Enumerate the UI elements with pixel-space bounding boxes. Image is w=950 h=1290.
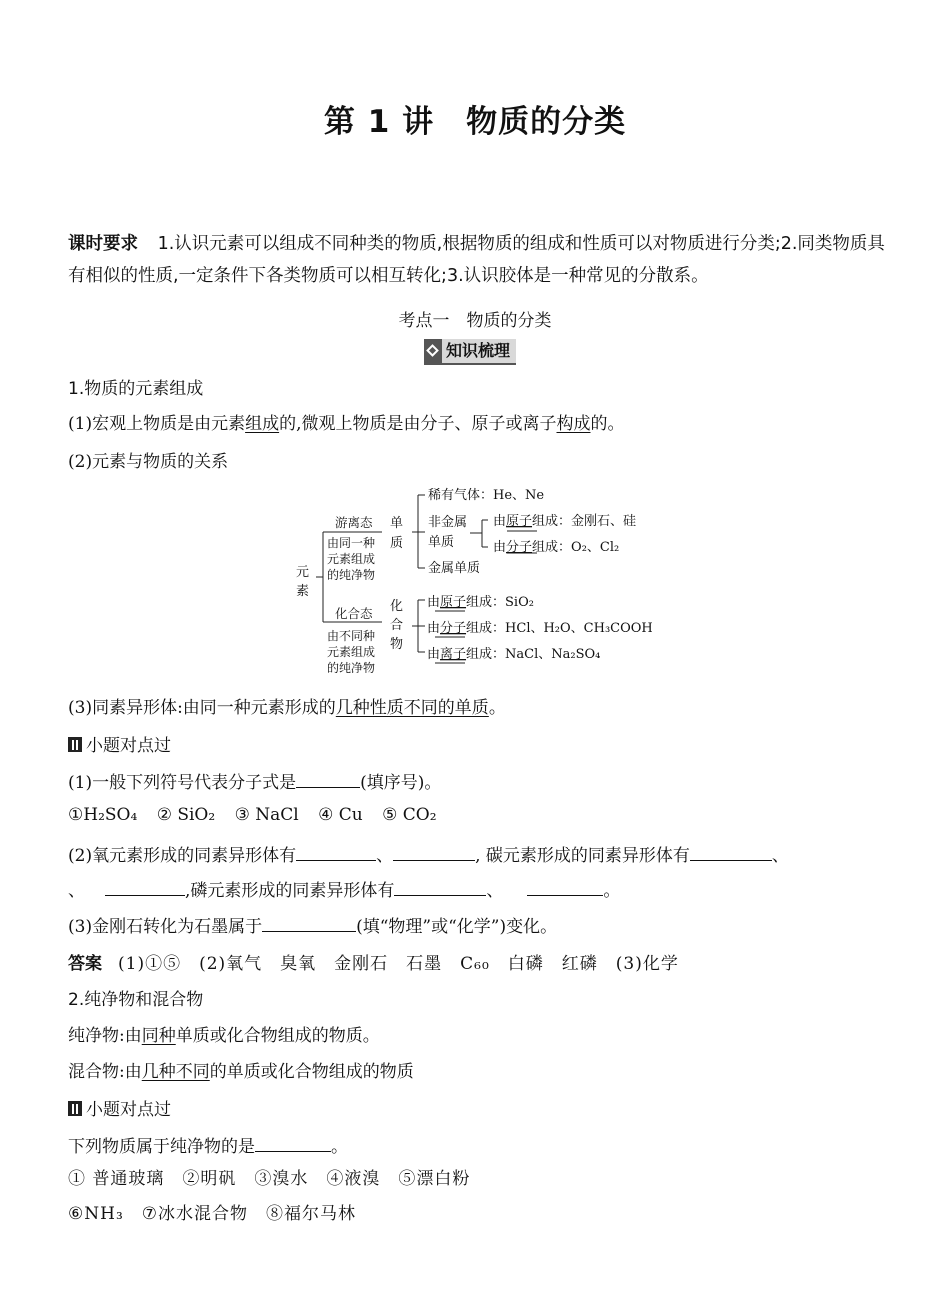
- q1-blank[interactable]: [296, 771, 360, 788]
- noble-gas: 稀有气体：He、Ne: [428, 488, 545, 503]
- q2-blank-1[interactable]: [296, 844, 376, 861]
- pure-text-b: 单质或化合物组成的物质。: [175, 1026, 380, 1046]
- nm-atom-row: [493, 513, 636, 529]
- section2-pure: [68, 1021, 380, 1046]
- section2-heading: 2.纯净物和混合物: [68, 990, 204, 1010]
- c-atom-post: 组成：SiO₂: [466, 595, 534, 610]
- q3-text-a: (3)金刚石转化为石墨属于: [68, 917, 263, 937]
- combined-desc-2: 元素组成: [327, 645, 376, 659]
- c-atom-row: [427, 594, 534, 610]
- q2-text-h: 。: [603, 881, 621, 901]
- combined-desc-3: 的纯净物: [327, 661, 376, 675]
- p3-text-b: 。: [488, 698, 506, 718]
- q2-text-f: ,磷元素形成的同素异形体有: [185, 881, 395, 901]
- p1-text-c: 的。: [590, 414, 625, 434]
- practice1-options: [68, 805, 437, 825]
- c-atom-u: 原子: [440, 595, 467, 610]
- q2-text-c: , 碳元素形成的同素异形体有: [475, 846, 690, 866]
- free-desc-3: 的纯净物: [327, 568, 376, 582]
- kaodian-heading: 考点一 物质的分类: [398, 311, 552, 331]
- section1-p1: [68, 409, 625, 434]
- nm-mol-u: 分子: [506, 540, 533, 555]
- nm-atom-u: 原子: [506, 514, 533, 529]
- q3-text-b: (填“物理”或“化学”)变化。: [356, 917, 558, 937]
- nm-mol-row: [493, 539, 619, 555]
- combined-desc-1: 由不同种: [327, 629, 376, 643]
- mix-text-b: 的单质或化合物组成的物质: [209, 1062, 414, 1082]
- free-desc-2: 元素组成: [327, 552, 376, 566]
- simple-char-2: 质: [390, 536, 404, 551]
- practice2-options-row2: ⑥NH₃ ⑦冰水混合物 ⑧福尔马林: [68, 1204, 356, 1224]
- practice-icon: [68, 737, 82, 752]
- practice2-label: 小题对点过: [86, 1100, 171, 1120]
- option-2: ② SiO₂: [156, 805, 216, 825]
- q2-text-b: 、: [376, 846, 394, 866]
- practice2-options-row1: ① 普通玻璃 ②明矾 ③溴水 ④液溴 ⑤漂白粉: [68, 1169, 471, 1189]
- practice1-label: 小题对点过: [86, 736, 171, 756]
- nm-mol-post: 组成：O₂、Cl₂: [532, 540, 620, 555]
- pure-text-a: 纯净物:由: [68, 1026, 142, 1046]
- nm-atom-pre: 由: [493, 514, 507, 529]
- nm-mol-pre: 由: [493, 540, 507, 555]
- c-atom-pre: 由: [427, 595, 441, 610]
- p3-underline: 几种性质不同的单质: [335, 698, 489, 718]
- c-ion-pre: 由: [427, 647, 441, 662]
- metal-simple: 金属单质: [428, 561, 481, 576]
- q2-blank-4[interactable]: [105, 879, 185, 896]
- mix-underline: 几种不同: [141, 1062, 210, 1082]
- knowledge-badge: [424, 339, 516, 365]
- q2-text-a: (2)氧元素形成的同素异形体有: [68, 846, 297, 866]
- section1-p3: [68, 693, 506, 718]
- q2-text-d: 、: [771, 846, 789, 866]
- option-3: ③ NaCl: [234, 805, 299, 825]
- simple-char-1: 单: [390, 516, 404, 531]
- option-5: ⑤ CO₂: [382, 805, 437, 825]
- practice1-answer: [68, 949, 679, 974]
- q2-text-e: 、: [68, 881, 85, 901]
- requirements-text: 1.认识元素可以组成不同种类的物质,根据物质的组成和性质可以对物质进行分类;2.同类物质具有相似的性质,一定条件下各类物质可以相互转化;3.认识胶体是一种常见的分散系。: [68, 234, 885, 286]
- page-title: 第 1 讲 物质的分类: [323, 104, 627, 140]
- answer-label: 答案: [68, 954, 102, 974]
- free-desc-1: 由同一种: [327, 536, 376, 550]
- option-4: ④ Cu: [318, 805, 363, 825]
- c-mol-u: 分子: [440, 621, 467, 636]
- practice2-question: [68, 1132, 348, 1157]
- q3-blank[interactable]: [262, 915, 356, 932]
- root-char-1: 元: [296, 565, 310, 580]
- p1-underline-1: 组成: [245, 414, 280, 434]
- requirements-label: 课时要求: [68, 234, 138, 254]
- compound-char-1: 化: [390, 599, 404, 614]
- root-char-2: 素: [296, 584, 310, 599]
- p2-q-text-a: 下列物质属于纯净物的是: [68, 1137, 255, 1157]
- nonmetal-1: 非金属: [428, 515, 468, 530]
- combined-state-label: 化合态: [335, 606, 373, 621]
- nm-atom-post: 组成：金刚石、硅: [532, 514, 637, 529]
- practice-icon: [68, 1101, 82, 1116]
- c-mol-post: 组成：HCl、H₂O、CH₃COOH: [466, 621, 653, 636]
- q1-text-b: (填序号)。: [360, 773, 442, 793]
- p3-text-a: (3)同素异形体:由同一种元素形成的: [68, 698, 336, 718]
- q1-text-a: (1)一般下列符号代表分子式是: [68, 773, 297, 793]
- compound-char-2: 合: [390, 618, 404, 633]
- c-ion-u: 离子: [440, 647, 467, 662]
- compound-char-3: 物: [390, 637, 404, 652]
- c-ion-row: [427, 646, 600, 662]
- badge-label: 知识梳理: [446, 341, 511, 360]
- section1-heading: 1.物质的元素组成: [68, 379, 204, 399]
- p1-underline-2: 构成: [556, 414, 591, 434]
- q2-blank-3[interactable]: [690, 844, 772, 861]
- practice1-q2-line1: [68, 841, 789, 866]
- q2-blank-5[interactable]: [394, 879, 486, 896]
- element-substance-diagram: [290, 480, 670, 685]
- p2-q-blank[interactable]: [255, 1135, 331, 1152]
- diamond-icon: [424, 339, 442, 363]
- lesson-requirements: [68, 228, 888, 292]
- q2-blank-6[interactable]: [527, 879, 603, 896]
- p2-q-text-b: 。: [331, 1137, 348, 1157]
- section2-mix: [68, 1057, 414, 1082]
- free-state-label: 游离态: [335, 515, 373, 530]
- c-ion-post: 组成：NaCl、Na₂SO₄: [466, 647, 601, 662]
- practice1-q2-line2: [68, 876, 620, 901]
- nonmetal-2: 单质: [428, 535, 455, 550]
- c-mol-row: [427, 620, 653, 636]
- option-1: ①H₂SO₄: [68, 805, 138, 825]
- p1-text-b: 的,微观上物质是由分子、原子或离子: [279, 414, 557, 434]
- mix-text-a: 混合物:由: [68, 1062, 142, 1082]
- practice1-q1: [68, 768, 441, 793]
- c-mol-pre: 由: [427, 621, 441, 636]
- section1-p2: (2)元素与物质的关系: [68, 452, 229, 472]
- pure-underline: 同种: [141, 1026, 176, 1046]
- practice1-heading: [68, 731, 171, 756]
- practice1-q3: [68, 912, 557, 937]
- answer-text: (1)①⑤ (2)氧气 臭氧 金刚石 石墨 C₆₀ 白磷 红磷 (3)化学: [118, 954, 679, 974]
- practice2-heading: [68, 1095, 171, 1120]
- p1-text-a: (1)宏观上物质是由元素: [68, 414, 246, 434]
- q2-blank-2[interactable]: [393, 844, 475, 861]
- q2-text-g: 、: [486, 881, 504, 901]
